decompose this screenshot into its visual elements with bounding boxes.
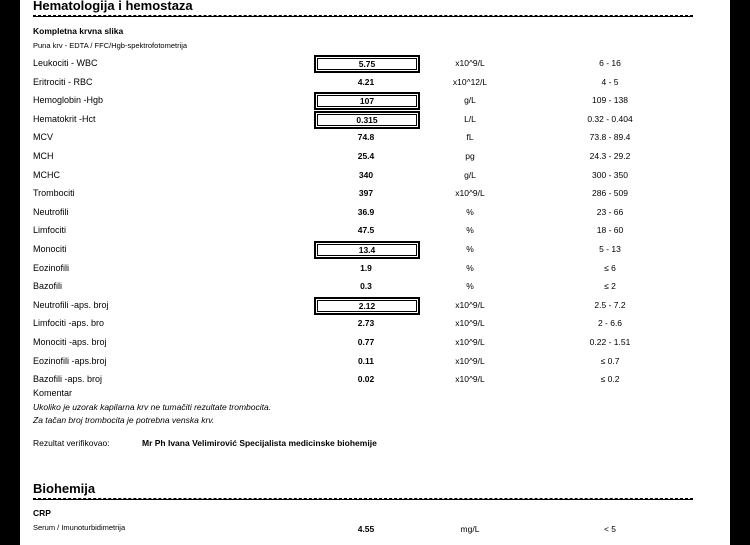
test-name: Bazofili <box>33 281 63 292</box>
table-row <box>20 55 730 73</box>
reference-range: ≤ 0.7 <box>600 355 620 366</box>
test-name: Hemoglobin -Hgb <box>33 95 104 106</box>
result-unit: g/L <box>464 95 476 106</box>
section-divider <box>33 15 693 17</box>
test-name: Eozinofili <box>33 262 70 273</box>
table-row <box>20 315 730 333</box>
lab-report-page <box>20 0 730 545</box>
panel-title: Kompletna krvna slika <box>33 26 124 36</box>
test-name: Limfociti -aps. bro <box>33 318 105 329</box>
table-row <box>20 297 730 315</box>
comment-line-2: Za tačan broj trombocita je potrebna venska krv. <box>33 415 215 425</box>
test-name: MCHC <box>33 169 60 180</box>
test-name: Bazofili -aps. broj <box>33 374 103 385</box>
test-name: Hematokrit -Hct <box>33 113 96 124</box>
reference-range: 2 - 6.6 <box>597 318 623 329</box>
crp-value: 4.55 <box>357 524 375 534</box>
result-unit: % <box>466 206 474 217</box>
reference-range: 5 - 13 <box>599 244 621 254</box>
result-unit: % <box>466 281 474 292</box>
result-unit: x10^9/L <box>455 299 485 310</box>
reference-range: 0.32 - 0.404 <box>587 113 633 124</box>
crp-title: CRP <box>33 508 51 518</box>
reference-range: 23 - 66 <box>596 206 624 217</box>
table-row <box>20 371 730 389</box>
test-name: MCH <box>33 151 54 161</box>
result-unit: x10^9/L <box>455 374 485 385</box>
reference-range: 109 - 138 <box>592 95 628 106</box>
reference-range: 4 - 5 <box>601 76 619 87</box>
table-row <box>20 74 730 92</box>
test-name: Neutrofili <box>33 206 69 217</box>
reference-range: 18 - 60 <box>596 225 624 236</box>
test-name: Neutrofili -aps. broj <box>33 299 109 310</box>
result-value: 397 <box>358 188 374 199</box>
section-title-biochemistry: Biohemija <box>33 481 96 496</box>
section-divider-2 <box>33 498 693 500</box>
test-name: Eritrociti - RBC <box>33 76 93 87</box>
result-unit: % <box>466 244 474 254</box>
table-row <box>20 92 730 110</box>
result-value: 47.5 <box>357 225 375 236</box>
result-unit: x10^9/L <box>455 337 485 347</box>
result-unit: x10^9/L <box>455 58 485 68</box>
table-row <box>20 334 730 352</box>
test-name: MCV <box>33 132 53 143</box>
result-value: 2.73 <box>357 318 375 329</box>
result-unit: pg <box>465 151 475 161</box>
table-row <box>20 129 730 147</box>
table-row <box>20 185 730 203</box>
test-name: Trombociti <box>33 188 75 199</box>
table-row <box>20 167 730 185</box>
table-row <box>20 222 730 240</box>
table-row <box>20 148 730 166</box>
result-unit: x10^12/L <box>452 76 488 87</box>
flagged-result-value: 2.12 <box>314 297 420 315</box>
flagged-result-value: 0.315 <box>314 111 420 129</box>
flagged-result-value: 13.4 <box>314 241 420 259</box>
result-unit: % <box>466 225 474 236</box>
verification-label: Rezultat verifikovao: <box>33 438 110 448</box>
table-row <box>20 353 730 371</box>
result-unit: x10^9/L <box>455 188 485 199</box>
table-row <box>20 278 730 296</box>
reference-range: ≤ 2 <box>604 281 616 292</box>
result-unit: x10^9/L <box>455 355 485 366</box>
table-row <box>20 111 730 129</box>
result-value: 0.02 <box>357 374 375 385</box>
crp-reference: < 5 <box>603 524 617 534</box>
result-unit: % <box>466 262 474 273</box>
section-title-hematology: Hematologija i hemostaza <box>33 0 193 13</box>
comment-title: Komentar <box>33 388 73 398</box>
result-unit: fL <box>466 132 474 143</box>
result-unit: x10^9/L <box>455 318 485 329</box>
result-value: 4.21 <box>357 76 375 87</box>
result-value: 25.4 <box>357 151 375 161</box>
test-name: Limfociti <box>33 225 67 236</box>
reference-range: 300 - 350 <box>592 169 628 180</box>
comment-line-1: Ukoliko je uzorak kapilarna krv ne tumačiti rezultate trombocita. <box>33 402 272 412</box>
flagged-result-value: 107 <box>314 92 420 110</box>
result-value: 0.77 <box>357 337 375 347</box>
reference-range: 286 - 509 <box>592 188 628 199</box>
panel-method: Puna krv - EDTA / FFC/Hgb-spektrofotometrija <box>33 41 188 50</box>
crp-method: Serum / Imunoturbidimetrija <box>33 523 126 532</box>
test-name: Leukociti - WBC <box>33 58 98 68</box>
reference-range: ≤ 0.2 <box>600 374 620 385</box>
test-name: Monociti <box>33 244 67 254</box>
result-value: 0.11 <box>357 355 375 366</box>
reference-range: 24.3 - 29.2 <box>589 151 631 161</box>
result-unit: g/L <box>464 169 476 180</box>
table-row <box>20 241 730 259</box>
result-value: 36.9 <box>357 206 375 217</box>
verification-name: Mr Ph Ivana Velimirović Specijalista medicinske biohemije <box>142 438 377 448</box>
reference-range: 73.8 - 89.4 <box>589 132 631 143</box>
reference-range: 6 - 16 <box>599 58 621 68</box>
result-value: 340 <box>358 169 374 180</box>
result-value: 0.3 <box>360 281 372 292</box>
reference-range: 2.5 - 7.2 <box>594 299 626 310</box>
crp-unit: mg/L <box>460 524 480 534</box>
result-value: 74.8 <box>357 132 375 143</box>
flagged-result-value: 5.75 <box>314 55 420 73</box>
table-row <box>20 204 730 222</box>
test-name: Eozinofili -aps.broj <box>33 355 107 366</box>
test-name: Monociti -aps. broj <box>33 337 107 347</box>
table-row <box>20 260 730 278</box>
reference-range: 0.22 - 1.51 <box>589 337 631 347</box>
reference-range: ≤ 6 <box>604 262 616 273</box>
result-value: 1.9 <box>360 262 372 273</box>
result-unit: L/L <box>464 113 476 124</box>
